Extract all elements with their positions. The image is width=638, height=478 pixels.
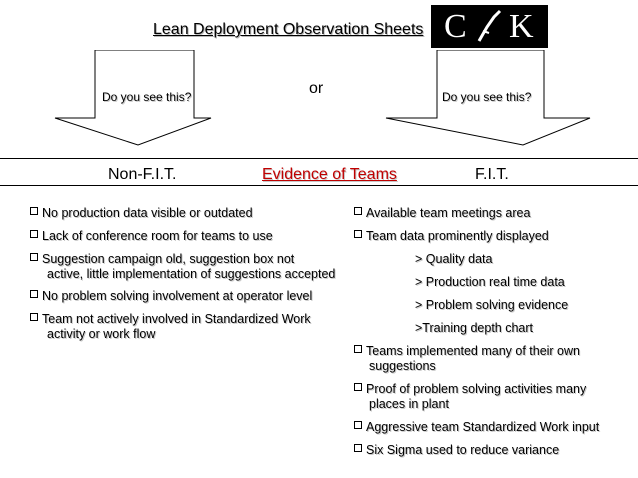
list-item: No problem solving involvement at operator level — [30, 289, 350, 304]
page-title: Lean Deployment Observation Sheets — [153, 21, 424, 38]
checkbox-bullet-icon — [30, 313, 38, 321]
checkbox-bullet-icon — [354, 207, 362, 215]
list-item: Suggestion campaign old, suggestion box not active, little implementation of suggestions accepted — [30, 252, 350, 282]
list-item: Lack of conference room for teams to use — [30, 229, 350, 244]
list-item: Teams implemented many of their own suggestions — [354, 344, 624, 374]
list-item: Six Sigma used to reduce variance — [354, 443, 624, 458]
list-item-continuation: suggestions — [369, 359, 436, 373]
checkbox-bullet-icon — [354, 383, 362, 391]
right-arrow-question: Do you see this? — [442, 90, 532, 104]
list-item: Team not actively involved in Standardized Work activity or work flow — [30, 312, 350, 342]
left-arrow-question: Do you see this? — [102, 90, 192, 104]
checkbox-bullet-icon — [354, 444, 362, 452]
logo-letter-k: K — [509, 8, 534, 45]
sub-list-item: > Production real time data — [415, 275, 565, 289]
company-logo — [431, 5, 548, 48]
list-item: Team data prominently displayed — [354, 229, 624, 244]
sub-list-item: > Quality data — [415, 252, 493, 266]
checkbox-bullet-icon — [30, 290, 38, 298]
logo-letter-c: C — [444, 8, 467, 45]
fit-heading: F.I.T. — [475, 166, 509, 183]
list-item: Proof of problem solving activities many places in plant — [354, 382, 624, 412]
list-item-continuation: places in plant — [369, 397, 449, 411]
checkbox-bullet-icon — [354, 421, 362, 429]
list-item-continuation: activity or work flow — [47, 327, 156, 341]
checkbox-bullet-icon — [30, 253, 38, 261]
checkbox-bullet-icon — [30, 207, 38, 215]
or-label: or — [309, 80, 324, 97]
sub-list-item: > Problem solving evidence — [415, 298, 569, 312]
list-item: Available team meetings area — [354, 206, 624, 221]
fit-list — [354, 206, 624, 458]
checkbox-bullet-icon — [354, 230, 362, 238]
non-fit-list — [30, 206, 350, 342]
list-item: No production data visible or outdated — [30, 206, 350, 221]
list-item: Aggressive team Standardized Work input — [354, 420, 624, 435]
checkbox-bullet-icon — [354, 345, 362, 353]
evidence-of-teams-heading: Evidence of Teams — [262, 166, 397, 183]
list-item-continuation: active, little implementation of suggestions accepted — [47, 267, 336, 281]
checkbox-bullet-icon — [30, 230, 38, 238]
sub-list-item: >Training depth chart — [415, 321, 534, 335]
non-fit-heading: Non-F.I.T. — [108, 166, 177, 183]
